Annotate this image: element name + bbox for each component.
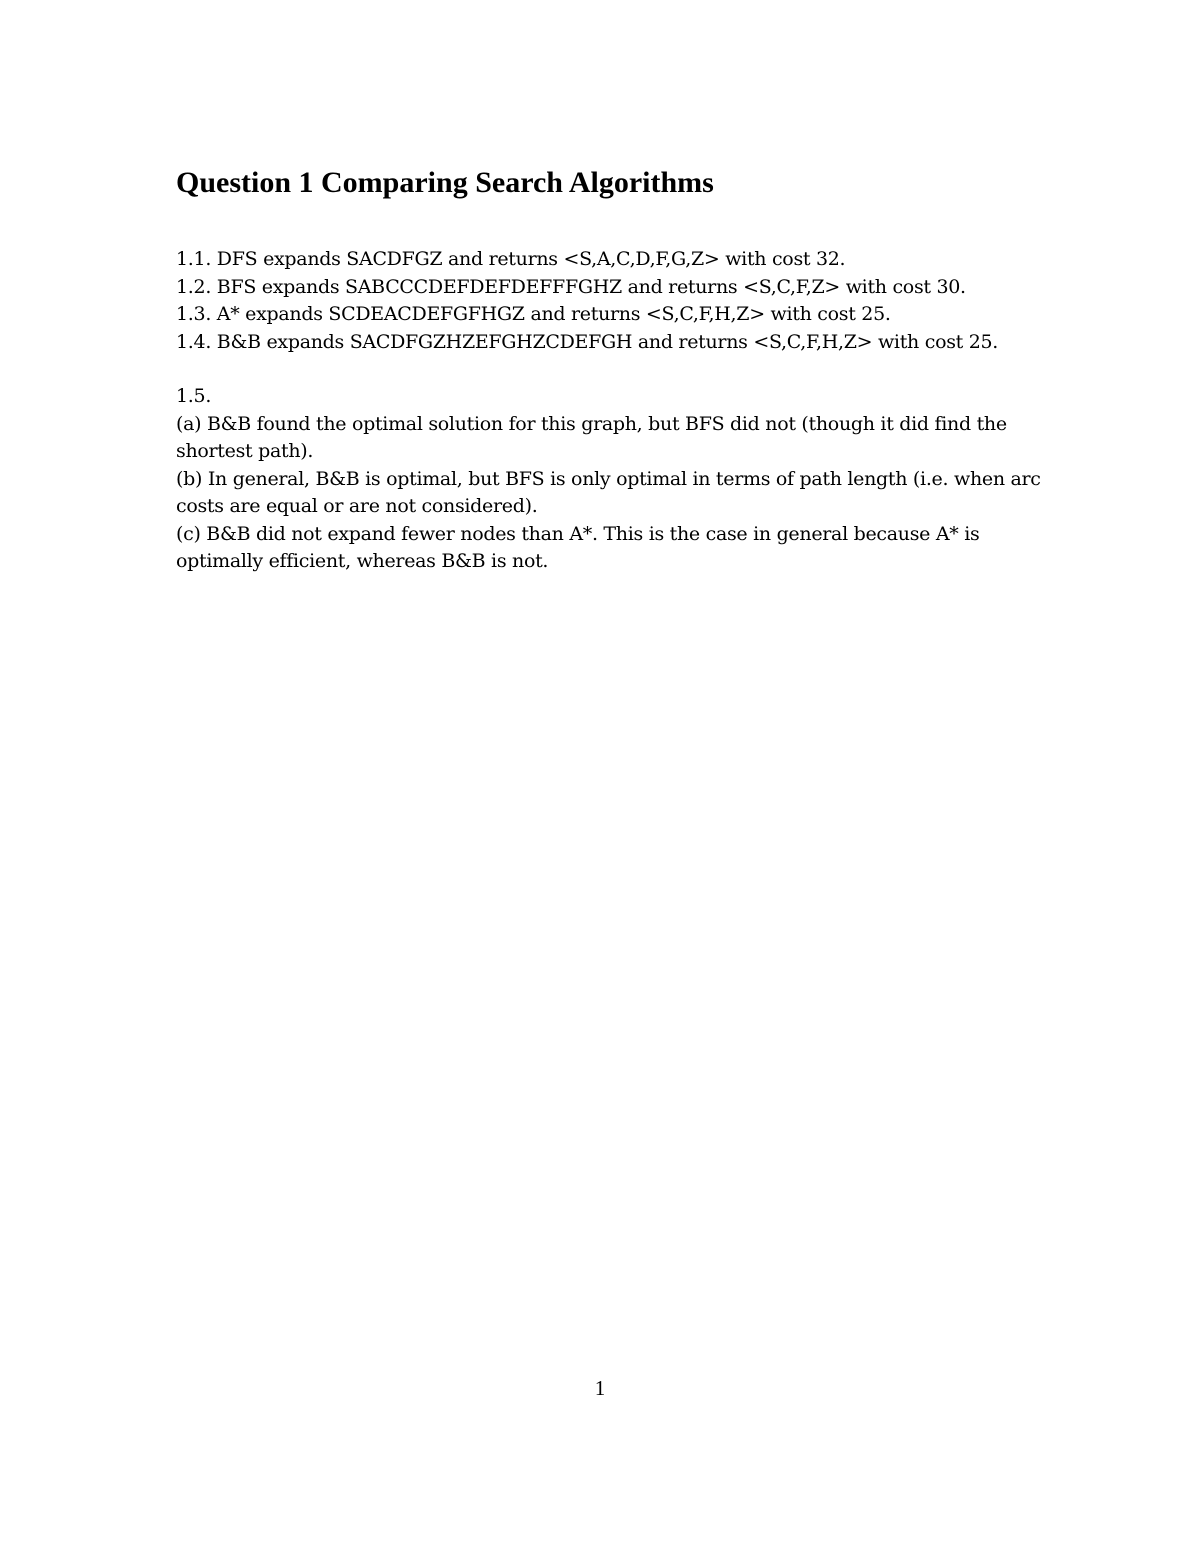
answer-1-1: 1.1. DFS expands SACDFGZ and returns <S,A,C,D,F,G,Z> with cost 32. — [176, 248, 846, 270]
answer-1-5-c: (c) B&B did not expand fewer nodes than A*. This is the case in general because A* is optimally efficient, whereas B&B is not. — [176, 522, 980, 572]
answer-1-5-b: (b) In general, B&B is optimal, but BFS is only optimal in terms of path length (i.e. when arc costs are equal or are not considered). — [176, 467, 1041, 517]
answer-block — [176, 246, 1046, 576]
page-title: Question 1 Comparing Search Algorithms — [176, 166, 714, 199]
paragraph-gap — [176, 356, 1046, 383]
answer-1-2: 1.2. BFS expands SABCCCDEFDEFDEFFFGHZ and returns <S,C,F,Z> with cost 30. — [176, 275, 966, 298]
answer-1-3: 1.3. A* expands SCDEACDEFGFHGZ and returns <S,C,F,H,Z> with cost 25. — [176, 303, 891, 325]
answer-1-4: 1.4. B&B expands SACDFGZHZEFGHZCDEFGH and returns <S,C,F,H,Z> with cost 25. — [176, 330, 999, 353]
answer-1-5-a: (a) B&B found the optimal solution for this graph, but BFS did not (though it did find the shortest path). — [176, 412, 1007, 462]
section-1-5-heading: 1.5. — [176, 385, 212, 407]
page-number: 1 — [594, 1376, 606, 1400]
